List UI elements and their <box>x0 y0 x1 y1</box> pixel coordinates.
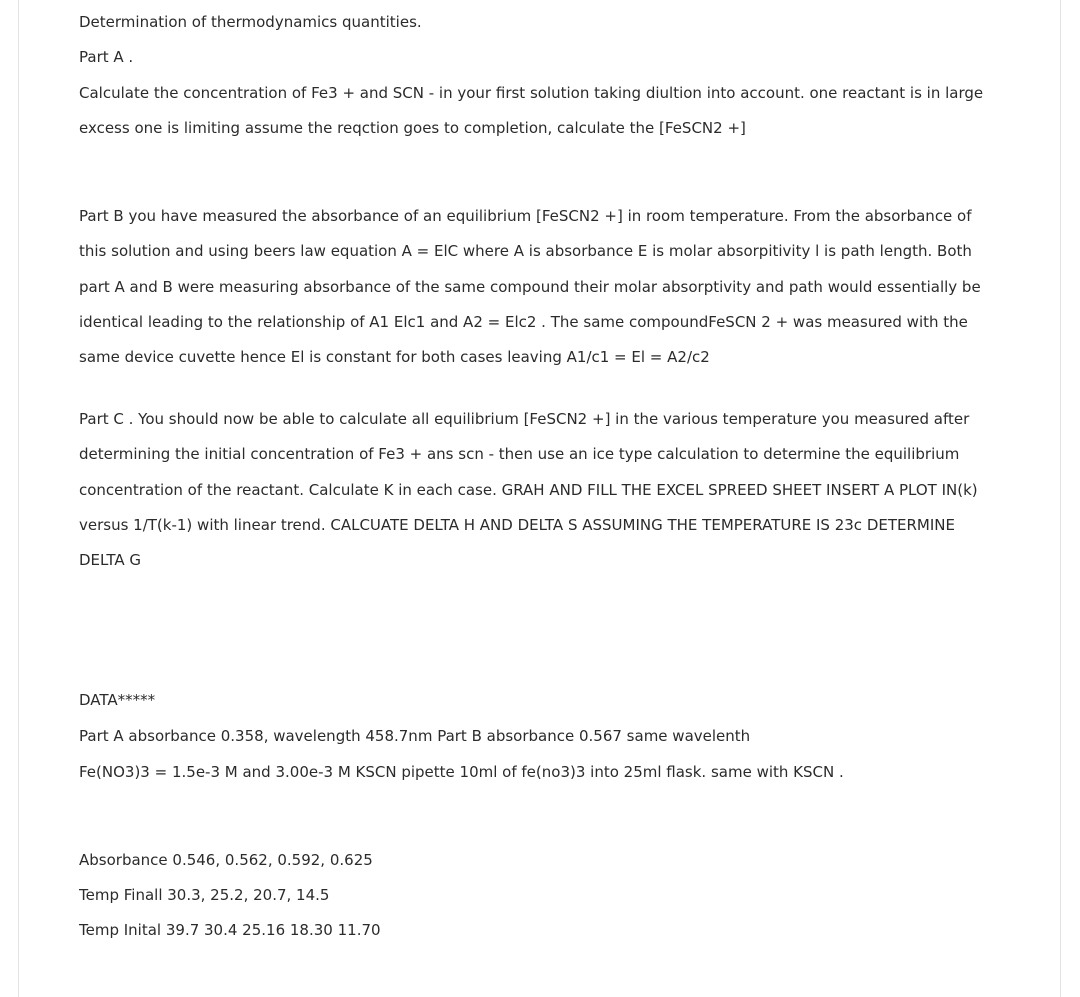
data-line-2: Fe(NO3)3 = 1.5e-3 M and 3.00e-3 M KSCN pipette 10ml of fe(no3)3 into 25ml flask. same with KSCN . <box>79 763 844 781</box>
part-b-line-3: part A and B were measuring absorbance of the same compound their molar absorptivity and path would essentially be <box>79 278 981 296</box>
absorbance-values: Absorbance 0.546, 0.562, 0.592, 0.625 <box>79 851 373 869</box>
document-title: Determination of thermodynamics quantities. <box>79 13 422 31</box>
data-heading: DATA***** <box>79 691 156 709</box>
part-a-line-1: Calculate the concentration of Fe3 + and SCN - in your first solution taking diultion into account. one reactant is in large <box>79 84 984 102</box>
part-b-line-5: same device cuvette hence El is constant for both cases leaving A1/c1 = El = A2/c2 <box>79 348 710 366</box>
part-a-line-2: excess one is limiting assume the reqction goes to completion, calculate the [FeSCN2 +] <box>79 119 746 137</box>
temp-final-values: Temp Finall 30.3, 25.2, 20.7, 14.5 <box>79 886 330 904</box>
part-c-line-5: DELTA G <box>79 551 141 569</box>
part-a-heading: Part A . <box>79 48 134 66</box>
part-b-line-4: identical leading to the relationship of A1 Elc1 and A2 = Elc2 . The same compoundFeSCN 2 + was measured with the <box>79 313 968 331</box>
temp-initial-values: Temp Inital 39.7 30.4 25.16 18.30 11.70 <box>79 921 381 939</box>
part-c-line-3: concentration of the reactant. Calculate K in each case. GRAH AND FILL THE EXCEL SPREED SHEET INSERT A PLOT IN(k) <box>79 481 978 499</box>
part-c-line-1: Part C . You should now be able to calculate all equilibrium [FeSCN2 +] in the various temperature you measured after <box>79 410 970 428</box>
part-b-line-2: this solution and using beers law equation A = ElC where A is absorbance E is molar absorpitivity l is path length. Both <box>79 242 972 260</box>
part-b-line-1: Part B you have measured the absorbance of an equilibrium [FeSCN2 +] in room temperature. From the absorbance of <box>79 207 972 225</box>
data-line-1: Part A absorbance 0.358, wavelength 458.7nm Part B absorbance 0.567 same wavelenth <box>79 727 751 745</box>
part-c-line-4: versus 1/T(k-1) with linear trend. CALCUATE DELTA H AND DELTA S ASSUMING THE TEMPERATURE IS 23c DETERMINE <box>79 516 955 534</box>
part-c-line-2: determining the initial concentration of Fe3 + ans scn - then use an ice type calculation to determine the equilibrium <box>79 445 960 463</box>
